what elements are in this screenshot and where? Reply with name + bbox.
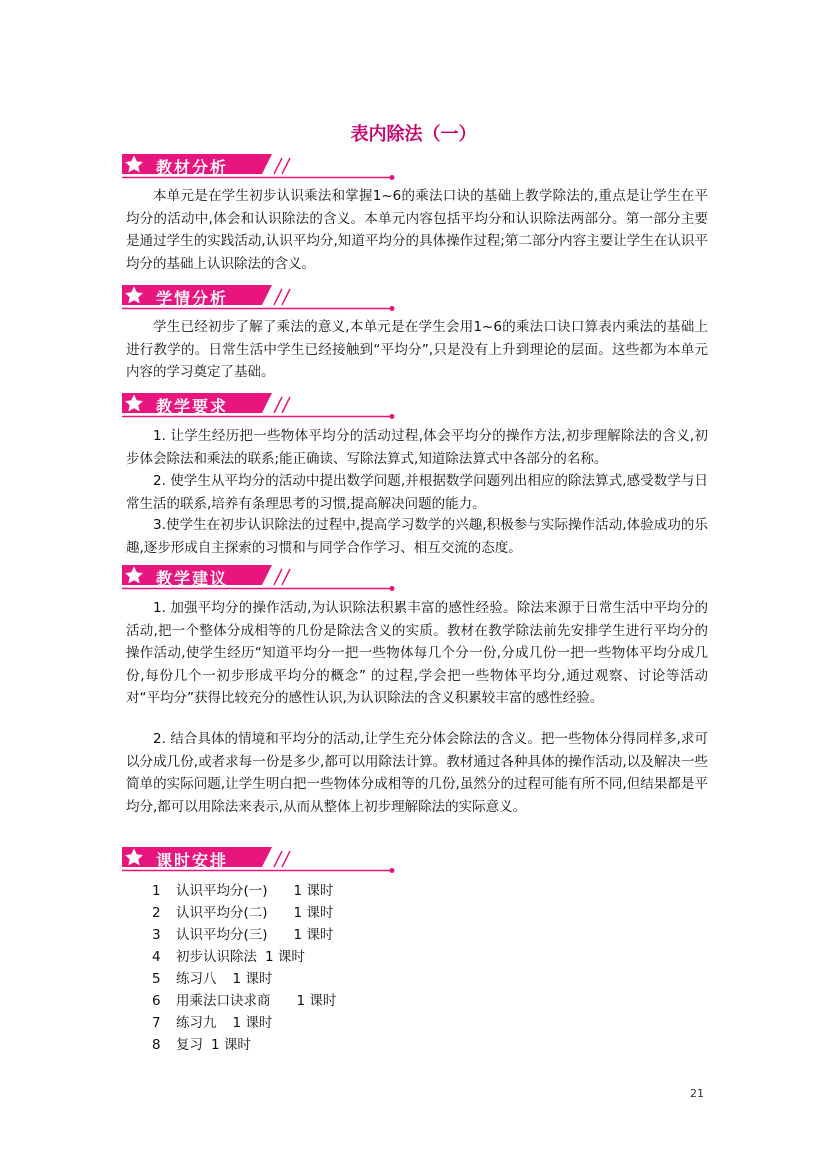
lesson-duration: 1 课时 [211,1037,251,1053]
paragraph: 2. 使学生从平均分的活动中提出数学问题,并根据数学问题列出相应的除法算式,感受数学与日常生活的联系,培养有条理思考的习惯,提高解决问题的能力。 [126,473,708,512]
list-item [152,968,336,990]
section-header-label: 学情分析 [156,289,229,308]
lesson-name: 认识平均分(一) [176,883,268,899]
list-item [152,902,336,924]
lesson-schedule-list [152,880,336,1056]
paragraph: 3.使学生在初步认识除法的过程中,提高学习数学的兴趣,积极参与实际操作活动,体验成功的乐趣,逐步形成自主探索的习惯和与同学合作学习、相互交流的态度。 [126,517,708,556]
lesson-name: 练习九 [176,1015,217,1031]
lesson-duration: 1 课时 [293,905,334,921]
list-item [152,990,336,1012]
section-header-label: 教材分析 [156,158,229,177]
lesson-name: 复习 [176,1037,203,1053]
page-number: 21 [690,1087,704,1100]
section-header-label: 课时安排 [156,851,229,870]
section-header-label: 教学要求 [156,397,229,416]
lesson-duration: 1 课时 [232,971,273,987]
lesson-duration: 1 课时 [293,883,334,899]
section-header-teaching-requirements [122,391,402,421]
lesson-duration: 1 课时 [296,993,337,1009]
item-number: 2 [152,905,161,921]
item-number: 7 [152,1015,161,1031]
lesson-duration: 1 课时 [265,949,305,965]
section-header-student-analysis [122,283,402,313]
lesson-name: 用乘法口诀求商 [176,993,271,1009]
paragraph: 1. 加强平均分的操作活动,为认识除法积累丰富的感性经验。除法来源于日常生活中平均分的活动,把一个整体分成相等的几份是除法含义的实质。教材在教学除法前先安排学生进行平均分的操作活动,使学生经历“知道平均分一把一些物体每几个分一份,分成几份一把一些物体平均分成几份,每份几个一初步形成平均分的概念” 的过程,学会把一些物体平均分,通过观察、讨论等活动对“平均分”获得比较充分的感性认识,为认识除法的含义积累较丰富的感性经验。 [126,600,708,706]
lesson-name: 练习八 [176,971,217,987]
section-header-lesson-schedule [122,845,402,875]
section-header-textbook-analysis [122,152,402,182]
list-item [152,946,336,968]
item-number: 8 [152,1037,161,1053]
lesson-name: 认识平均分(三) [176,927,268,943]
list-item [152,1012,336,1034]
lesson-name: 认识平均分(二) [176,905,268,921]
page-title: 表内除法（一） [350,124,477,145]
paragraph: 2. 结合具体的情境和平均分的活动,让学生充分体会除法的含义。把一些物体分得同样多,求可以分成几份,或者求每一份是多少,都可以用除法计算。教材通过各种具体的操作活动,以及解决一些简单的实际问题,让学生明白把一些物体分成相等的几份,虽然分的过程可能有所不同,但结果都是平均分,都可以用除法来表示,从而从整体上初步理解除法的实际意义。 [126,731,708,815]
item-number: 3 [152,927,161,943]
item-number: 5 [152,971,161,987]
lesson-duration: 1 课时 [293,927,334,943]
item-number: 1 [152,883,161,899]
section-header-teaching-suggestions [122,563,402,593]
paragraph: 1. 让学生经历把一些物体平均分的活动过程,体会平均分的操作方法,初步理解除法的含义,初步体会除法和乘法的联系;能正确读、写除法算式,知道除法算式中各部分的名称。 [126,428,708,467]
section-header-label: 教学建议 [156,569,229,588]
paragraph: 学生已经初步了解了乘法的意义,本单元是在学生会用1~6的乘法口诀口算表内乘法的基础上进行教学的。日常生活中学生已经接触到“平均分”,只是没有上升到理论的层面。这些都为本单元内容的学习奠定了基础。 [126,319,708,380]
list-item [152,1034,336,1056]
paragraph: 本单元是在学生初步认识乘法和掌握1~6的乘法口诀的基础上教学除法的,重点是让学生在平均分的活动中,体会和认识除法的含义。本单元内容包括平均分和认识除法两部分。第一部分主要是通过学生的实践活动,认识平均分,知道平均分的具体操作过程;第二部分内容主要让学生在认识平均分的基础上认识除法的含义。 [126,188,708,272]
lesson-duration: 1 课时 [232,1015,273,1031]
lesson-name: 初步认识除法 [176,949,257,965]
item-number: 4 [152,949,161,965]
list-item [152,880,336,902]
list-item [152,924,336,946]
item-number: 6 [152,993,161,1009]
